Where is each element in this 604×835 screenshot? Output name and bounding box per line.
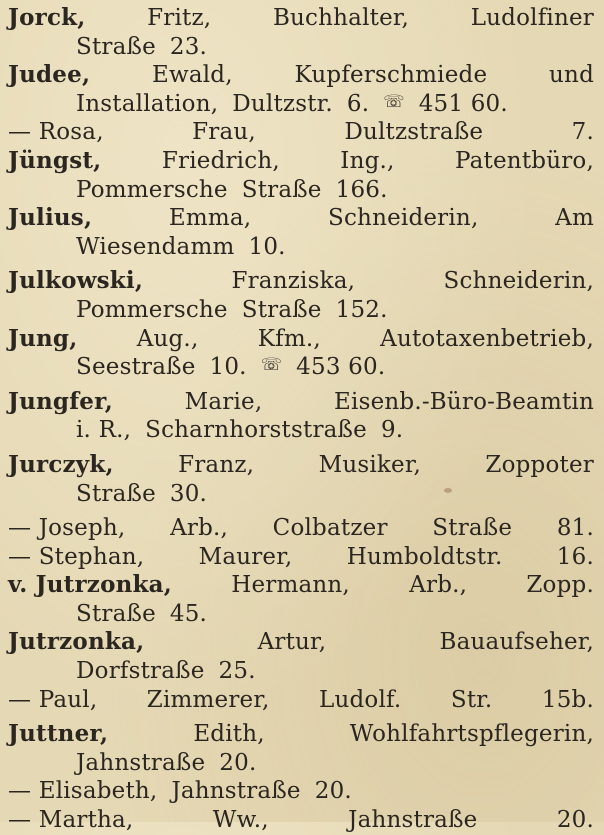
entry-text: 10. — [248, 233, 286, 260]
directory-entry — [8, 514, 594, 543]
directory-entry — [8, 204, 594, 261]
directory-entry — [8, 267, 594, 324]
entry-text: 81. — [556, 515, 594, 542]
entry-text: 453 60. — [296, 354, 386, 381]
entry-text: Buchhalter, — [272, 5, 410, 31]
entry-text: Schneiderin, — [443, 268, 594, 295]
entry-text: 20. — [314, 778, 352, 805]
entry-text: Wohlfahrtspflegerin, — [349, 721, 594, 748]
entry-text: Wiesendamm — [76, 233, 235, 260]
entry-text: 15b. — [541, 686, 594, 713]
entry-text: Dultzstraße — [344, 119, 484, 146]
entry-text: Seestraße — [76, 354, 196, 381]
entry-text: Frau, — [192, 119, 256, 146]
directory-entry — [8, 571, 594, 628]
entry-surname: Jorck, — [8, 4, 86, 31]
entry-text: Fritz, — [147, 5, 212, 31]
directory-entry — [8, 451, 594, 508]
entry-text: Colbatzer — [272, 515, 388, 542]
entry-text: Ing., — [340, 147, 395, 174]
entry-text: 166. — [335, 176, 388, 203]
directory-entry — [8, 147, 594, 204]
entry-text: — Elisabeth, — [8, 778, 158, 805]
entry-text: 20. — [556, 807, 594, 834]
entry-first-line — [8, 61, 594, 90]
entry-first-line — [8, 628, 594, 657]
entry-text: Ludolf. — [319, 686, 402, 713]
entry-text: 16. — [556, 543, 594, 570]
entry-text: Kfm., — [257, 325, 321, 352]
entry-text: Aug., — [136, 325, 199, 352]
entry-continuation-line — [8, 176, 594, 205]
entry-text: Jahnstraße — [171, 778, 301, 805]
entry-surname: Julius, — [8, 204, 93, 232]
telephone-icon: ☏ — [383, 91, 405, 112]
directory-entry — [8, 720, 594, 777]
entry-text: Str. — [450, 686, 493, 713]
entry-text: Franz, — [178, 451, 255, 478]
entry-first-line — [8, 4, 594, 33]
entry-text: — Joseph, — [8, 515, 126, 542]
entry-text: — Paul, — [8, 686, 98, 713]
entry-continuation-line — [8, 233, 594, 262]
entry-text: Friedrich, — [161, 147, 280, 174]
entry-continuation-line — [8, 749, 594, 778]
entry-text: Straße — [241, 176, 322, 203]
entry-first-line — [8, 118, 594, 147]
directory-entry — [8, 777, 594, 806]
telephone-icon: ☏ — [260, 355, 283, 376]
entry-text: Emma, — [168, 205, 252, 232]
entry-text: Marie, — [184, 388, 263, 415]
entry-text: Kupferschmiede — [294, 62, 488, 89]
entry-text: Arb., — [170, 515, 229, 542]
entry-first-line — [8, 686, 594, 715]
entry-text: 25. — [218, 658, 256, 685]
entry-text: Am — [555, 205, 594, 232]
entry-text: Eisenb.-Büro-Beamtin — [334, 388, 594, 415]
entry-text: Dorfstraße — [76, 658, 205, 685]
entry-text: Jahnstraße — [348, 807, 478, 834]
entry-first-line — [8, 514, 594, 543]
entry-text: Installation, — [76, 90, 219, 117]
entry-text: Arb., — [409, 572, 468, 599]
entry-text: 7. — [571, 119, 594, 146]
entry-first-line — [8, 571, 594, 600]
entry-text: Edith, — [193, 721, 265, 748]
entry-continuation-line — [8, 657, 594, 686]
entry-text: 451 60. — [418, 90, 508, 117]
entry-text: Dultzstr. — [232, 90, 333, 117]
entry-continuation-line — [8, 296, 594, 325]
entry-surname: Jutrzonka, — [8, 628, 145, 656]
entry-text: Straße — [241, 296, 322, 323]
entry-text: i. R., — [76, 417, 132, 444]
entry-text: Humboldtstr. — [346, 543, 503, 570]
entry-text: 10. — [209, 354, 247, 381]
entry-text: Maurer, — [198, 543, 293, 570]
entry-text: Schneiderin, — [328, 205, 479, 232]
directory-entry — [8, 543, 594, 572]
entry-text: — Stephan, — [8, 543, 145, 570]
entry-text: Bauaufseher, — [439, 629, 594, 656]
entry-surname: Jurczyk, — [8, 450, 114, 478]
entry-continuation-line — [8, 600, 594, 629]
entry-text: Hermann, — [231, 572, 350, 599]
entry-text: 20. — [219, 749, 257, 776]
entry-text: Straße — [432, 515, 513, 542]
directory-entry — [8, 4, 594, 61]
entry-first-line — [8, 325, 594, 354]
entry-surname: Jungfer, — [8, 387, 113, 415]
entry-surname: Jung, — [8, 324, 78, 352]
directory-entry — [8, 61, 594, 118]
entry-text: Straße — [76, 33, 156, 60]
entry-text: Franziska, — [231, 268, 356, 295]
entry-text: Autotaxenbetrieb, — [380, 325, 594, 352]
entry-text: Pommersche — [76, 296, 228, 323]
entry-text: Scharnhorststraße — [145, 417, 367, 444]
entry-text: — Rosa, — [8, 119, 104, 146]
directory-entry — [8, 806, 594, 835]
entry-text: 9. — [380, 417, 404, 444]
entry-text: Ww., — [212, 807, 269, 834]
entry-first-line — [8, 777, 594, 806]
directory-entry — [8, 388, 594, 445]
entry-first-line — [8, 388, 594, 417]
entry-first-line — [8, 720, 594, 749]
entry-text: Ewald, — [151, 62, 233, 89]
directory-entry — [8, 628, 594, 685]
entry-text: 45. — [169, 600, 208, 627]
entry-first-line — [8, 204, 594, 233]
entry-surname: v. Jutrzonka, — [8, 571, 172, 599]
entry-first-line — [8, 543, 594, 572]
entry-continuation-line — [8, 416, 594, 445]
entry-text: Pommersche — [76, 176, 228, 203]
entry-text: Zimmerer, — [146, 686, 270, 713]
entry-text: Patentbüro, — [455, 147, 594, 174]
entry-first-line — [8, 147, 594, 176]
entry-text: Musiker, — [318, 451, 422, 478]
entry-text: — Martha, — [8, 807, 134, 834]
entry-text: Ludolfiner — [470, 5, 594, 31]
directory-entry — [8, 118, 594, 147]
entry-text: 6. — [346, 90, 370, 117]
entry-text: Zoppoter — [485, 451, 594, 478]
entry-first-line — [8, 451, 594, 480]
entry-text: Jahnstraße — [76, 749, 206, 776]
entry-text: 23. — [169, 33, 208, 60]
entry-text: 30. — [169, 480, 208, 507]
entry-continuation-line — [8, 33, 594, 62]
directory-entry — [8, 325, 594, 382]
entry-continuation-line — [8, 90, 594, 119]
entry-first-line — [8, 806, 594, 835]
ink-smudge — [444, 488, 452, 493]
entry-continuation-line — [8, 353, 594, 382]
entry-first-line — [8, 267, 594, 296]
entry-continuation-line — [8, 480, 594, 509]
entry-surname: Jüngst, — [8, 146, 102, 174]
entry-surname: Juttner, — [8, 720, 109, 748]
entry-surname: Julkowski, — [8, 267, 144, 295]
entry-text: Artur, — [257, 629, 327, 656]
entry-text: Straße — [76, 480, 156, 507]
entry-text: und — [549, 62, 594, 89]
entry-text: 152. — [335, 296, 388, 323]
entry-text: Zopp. — [526, 572, 594, 599]
entry-text: Straße — [76, 600, 156, 627]
entry-surname: Judee, — [8, 61, 91, 89]
directory-entry — [8, 686, 594, 715]
